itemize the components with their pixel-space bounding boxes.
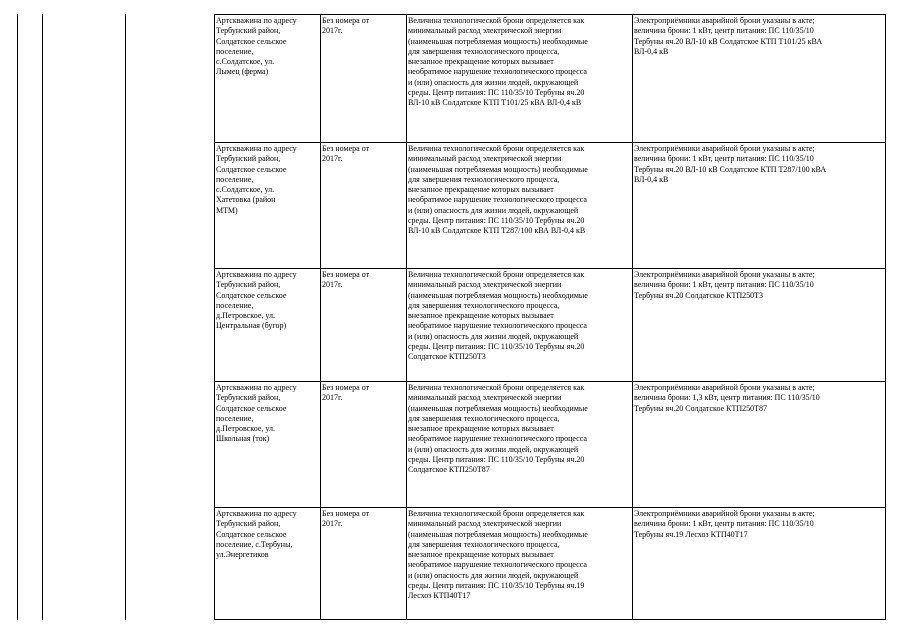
emergency-reserve-cell — [633, 508, 886, 620]
object-text: Артскважина по адресу Тербунский район, Солдатское сельское поселение, с.Солдатское, ул. Лымец (ферма) — [216, 16, 297, 77]
emergency-reserve-text: Электроприёмники аварийной брони указаны в акте; величина брони: 1,3 кВт, центр питания: ПС 110/35/10 Тербуны яч.20 Солдатское КТП250Т87 — [634, 383, 820, 413]
document-text: Без номера от 2017г. — [322, 270, 370, 290]
emergency-reserve-cell — [633, 382, 886, 508]
emergency-reserve-text: Электроприёмники аварийной брони указаны в акте; величина брони: 1 кВт, центр питания: ПС 110/35/10 Тербуны яч.20 ВЛ-10 кВ Солдатское КТП Т287/100 кВА ВЛ-0,4 кВ — [634, 144, 827, 184]
document-text: Без номера от 2017г. — [322, 509, 370, 529]
tech-reserve-cell — [407, 269, 633, 382]
table-row — [215, 508, 886, 620]
reserve-table — [214, 14, 886, 620]
emergency-reserve-text: Электроприёмники аварийной брони указаны в акте; величина брони: 1 кВт, центр питания: ПС 110/35/10 Тербуны яч.19 Лесхоз КТП40Т17 — [634, 509, 815, 539]
object-cell — [215, 508, 321, 620]
emergency-reserve-text: Электроприёмники аварийной брони указаны в акте; величина брони: 1 кВт, центр питания: ПС 110/35/10 Тербуны яч.20 Солдатское КТП250Т3 — [634, 270, 815, 300]
table-row — [215, 382, 886, 508]
object-cell — [215, 269, 321, 382]
object-text: Артскважина по адресу Тербунский район, Солдатское сельское поселение, с.Солдатское, ул. Хатетовка (район МТМ) — [216, 144, 297, 215]
document-text: Без номера от 2017г. — [322, 383, 370, 403]
table-row — [215, 15, 886, 143]
document-cell — [321, 269, 407, 382]
object-cell — [215, 15, 321, 143]
object-cell — [215, 143, 321, 269]
tech-reserve-text: Величина технологической брони определяется как минимальный расход электрической энергии (наименьшая потребляемая мощность) необходимые для завершения технологического процесса, внезапное прекращение которых вызывает необратимое нарушение технологического процесса и (или) опасность для жизни людей, окружающей среды. Центр питания: ПС 110/35/10 Тербуны яч.20 Солдатское КТП250Т87 — [408, 383, 588, 475]
emergency-reserve-cell — [633, 15, 886, 143]
object-text: Артскважина по адресу Тербунский район, Солдатское сельское поселение, д.Петровское, ул. Центральная (бугор) — [216, 270, 297, 331]
tech-reserve-cell — [407, 508, 633, 620]
document-cell — [321, 143, 407, 269]
column-border-2 — [42, 14, 43, 620]
emergency-reserve-cell — [633, 269, 886, 382]
object-cell — [215, 382, 321, 508]
tech-reserve-cell — [407, 143, 633, 269]
document-text: Без номера от 2017г. — [322, 16, 370, 36]
document-cell — [321, 508, 407, 620]
document-cell — [321, 15, 407, 143]
tech-reserve-text: Величина технологической брони определяется как минимальный расход электрической энергии (наименьшая потребляемая мощность) необходимые для завершения технологического процесса, внезапное прекращение которых вызывает необратимое нарушение технологического процесса и (или) опасность для жизни людей, окружающей среды. Центр питания: ПС 110/35/10 Тербуны яч.20 ВЛ-10 кВ Солдатское КТП Т101/25 кВА ВЛ-0,4 кВ — [408, 16, 588, 108]
document-cell — [321, 382, 407, 508]
document-text: Без номера от 2017г. — [322, 144, 370, 164]
tech-reserve-text: Величина технологической брони определяется как минимальный расход электрической энергии (наименьшая потребляемая мощность) необходимые для завершения технологического процесса, внезапное прекращение которых вызывает необратимое нарушение технологического процесса и (или) опасность для жизни людей, окружающей среды. Центр питания: ПС 110/35/10 Тербуны яч.20 ВЛ-10 кВ Солдатское КТП Т287/100 кВА ВЛ-0,4 кВ — [408, 144, 588, 236]
tech-reserve-cell — [407, 382, 633, 508]
table-row — [215, 269, 886, 382]
tech-reserve-text: Величина технологической брони определяется как минимальный расход электрической энергии (наименьшая потребляемая мощность) необходимые для завершения технологического процесса, внезапное прекращение которых вызывает необратимое нарушение технологического процесса и (или) опасность для жизни людей, окружающей среды. Центр питания: ПС 110/35/10 Тербуны яч.20 Солдатское КТП250Т3 — [408, 270, 588, 362]
object-text: Артскважина по адресу Тербунский район, Солдатское сельское поселение, с.Тербуны, ул.Энергетиков — [216, 509, 297, 560]
column-border-1 — [17, 14, 18, 620]
tech-reserve-cell — [407, 15, 633, 143]
table-row — [215, 143, 886, 269]
column-border-3 — [125, 14, 126, 620]
tech-reserve-text: Величина технологической брони определяется как минимальный расход электрической энергии (наименьшая потребляемая мощность) необходимые для завершения технологического процесса, внезапное прекращение которых вызывает необратимое нарушение технологического процесса и (или) опасность для жизни людей, окружающей среды. Центр питания: ПС 110/35/10 Тербуны яч.19 Лесхоз КТП40Т17 — [408, 509, 588, 601]
emergency-reserve-text: Электроприёмники аварийной брони указаны в акте; величина брони: 1 кВт, центр питания: ПС 110/35/10 Тербуны яч.20 ВЛ-10 кВ Солдатское КТП Т101/25 кВА ВЛ-0,4 кВ — [634, 16, 823, 56]
emergency-reserve-cell — [633, 143, 886, 269]
object-text: Артскважина по адресу Тербунский район, Солдатское сельское поселение, д.Петровское, ул. Школьная (ток) — [216, 383, 297, 444]
